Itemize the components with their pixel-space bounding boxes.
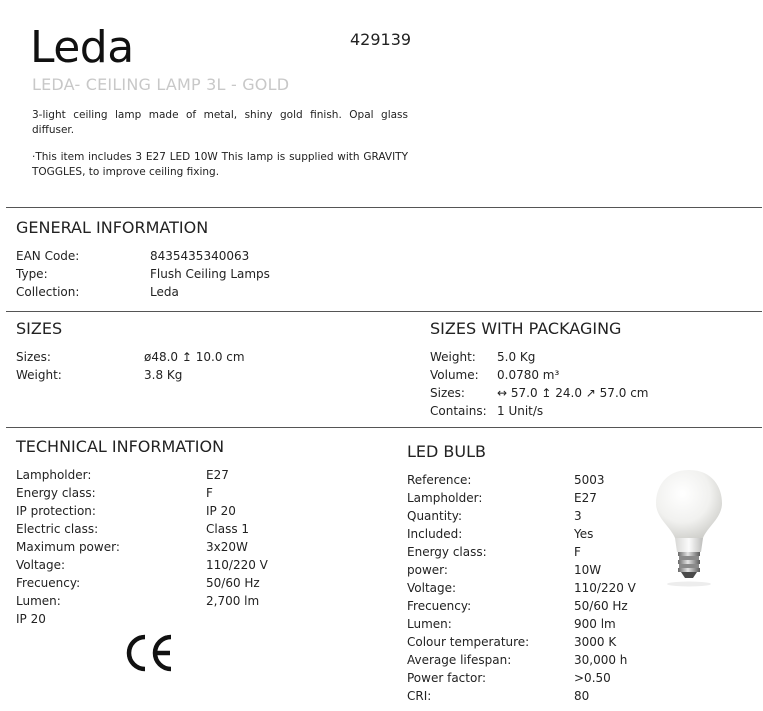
label: EAN Code: bbox=[16, 249, 80, 263]
table-row bbox=[16, 574, 386, 592]
value: 0.0780 m³ bbox=[497, 368, 560, 382]
label: Lampholder: bbox=[407, 491, 483, 505]
table-row bbox=[16, 265, 346, 283]
label: Lampholder: bbox=[16, 468, 92, 482]
value: 110/220 V bbox=[206, 558, 268, 572]
label: power: bbox=[407, 563, 448, 577]
label: Electric class: bbox=[16, 522, 99, 536]
label: Energy class: bbox=[407, 545, 487, 559]
divider-sizes bbox=[6, 311, 762, 312]
value: 5.0 Kg bbox=[497, 350, 536, 364]
table-row bbox=[430, 384, 750, 402]
value: Yes bbox=[574, 527, 594, 541]
table-row bbox=[407, 615, 657, 633]
value: 3000 K bbox=[574, 635, 617, 649]
label: Frecuency: bbox=[16, 576, 81, 590]
label: Power factor: bbox=[407, 671, 487, 685]
technical-table bbox=[16, 466, 386, 628]
product-subtitle: LEDA- CEILING LAMP 3L - GOLD bbox=[32, 75, 290, 94]
table-row bbox=[16, 247, 346, 265]
value: 1 Unit/s bbox=[497, 404, 544, 418]
value: 30,000 h bbox=[574, 653, 628, 667]
value: IP 20 bbox=[206, 504, 236, 518]
value: 50/60 Hz bbox=[574, 599, 628, 613]
divider-technical bbox=[6, 427, 762, 428]
technical-heading: TECHNICAL INFORMATION bbox=[16, 437, 225, 456]
label: Reference: bbox=[407, 473, 472, 487]
table-row bbox=[430, 402, 750, 420]
label: CRI: bbox=[407, 689, 432, 703]
table-row bbox=[16, 592, 386, 610]
label: Contains: bbox=[430, 404, 487, 418]
value: 80 bbox=[574, 689, 590, 703]
label: Voltage: bbox=[407, 581, 457, 595]
table-row bbox=[407, 561, 657, 579]
table-row bbox=[407, 543, 657, 561]
table-row bbox=[16, 538, 386, 556]
bulb-heading: LED BULB bbox=[407, 442, 487, 461]
label: Average lifespan: bbox=[407, 653, 512, 667]
table-row bbox=[16, 348, 396, 366]
value: 2,700 lm bbox=[206, 594, 260, 608]
table-row bbox=[407, 597, 657, 615]
value: 110/220 V bbox=[574, 581, 636, 595]
label: Energy class: bbox=[16, 486, 96, 500]
label: Weight: bbox=[430, 350, 476, 364]
label: Quantity: bbox=[407, 509, 463, 523]
table-row bbox=[16, 502, 386, 520]
bulb-table bbox=[407, 471, 657, 705]
product-note: ·This item includes 3 E27 LED 10W This lamp is supplied with GRAVITY TOGGLES, to improve ceiling fixing. bbox=[32, 151, 408, 178]
value: >0.50 bbox=[574, 671, 611, 685]
label: Lumen: bbox=[16, 594, 61, 608]
table-row bbox=[16, 520, 386, 538]
packaging-heading: SIZES WITH PACKAGING bbox=[430, 319, 622, 338]
value: 3 bbox=[574, 509, 582, 523]
table-row bbox=[16, 610, 386, 628]
value: E27 bbox=[574, 491, 597, 505]
value: Flush Ceiling Lamps bbox=[150, 267, 270, 281]
table-row bbox=[16, 366, 396, 384]
sizes-heading: SIZES bbox=[16, 319, 63, 338]
label: IP 20 bbox=[16, 612, 46, 626]
value: 3x20W bbox=[206, 540, 248, 554]
value: ↔ 57.0 ↥ 24.0 ↗ 57.0 cm bbox=[497, 386, 649, 400]
value: 50/60 Hz bbox=[206, 576, 260, 590]
sizes-table bbox=[16, 348, 396, 384]
product-reference: 429139 bbox=[350, 30, 412, 49]
label: Weight: bbox=[16, 368, 62, 382]
table-row bbox=[407, 579, 657, 597]
value: 8435435340063 bbox=[150, 249, 250, 263]
label: Collection: bbox=[16, 285, 80, 299]
table-row bbox=[407, 489, 657, 507]
product-title: Leda bbox=[30, 22, 134, 73]
label: Colour temperature: bbox=[407, 635, 530, 649]
label: Type: bbox=[16, 267, 48, 281]
table-row bbox=[407, 669, 657, 687]
label: Frecuency: bbox=[407, 599, 472, 613]
table-row bbox=[407, 525, 657, 543]
value: Class 1 bbox=[206, 522, 250, 536]
ce-mark-icon bbox=[124, 633, 176, 673]
value: F bbox=[574, 545, 581, 559]
value: 900 lm bbox=[574, 617, 616, 631]
label: Sizes: bbox=[430, 386, 465, 400]
divider-general bbox=[6, 207, 762, 208]
table-row bbox=[430, 348, 750, 366]
value: F bbox=[206, 486, 213, 500]
table-row bbox=[407, 651, 657, 669]
table-row bbox=[407, 471, 657, 489]
table-row bbox=[407, 633, 657, 651]
product-description: 3-light ceiling lamp made of metal, shiny gold finish. Opal glass diffuser. bbox=[32, 109, 408, 136]
label: Volume: bbox=[430, 368, 479, 382]
table-row bbox=[16, 466, 386, 484]
label: Sizes: bbox=[16, 350, 51, 364]
table-row bbox=[407, 687, 657, 705]
label: Included: bbox=[407, 527, 463, 541]
value: 5003 bbox=[574, 473, 605, 487]
value: E27 bbox=[206, 468, 229, 482]
value: 10W bbox=[574, 563, 602, 577]
label: Lumen: bbox=[407, 617, 452, 631]
value: ø48.0 ↥ 10.0 cm bbox=[144, 350, 245, 364]
value: 3.8 Kg bbox=[144, 368, 183, 382]
general-table bbox=[16, 247, 346, 301]
label: IP protection: bbox=[16, 504, 96, 518]
general-heading: GENERAL INFORMATION bbox=[16, 218, 209, 237]
label: Maximum power: bbox=[16, 540, 120, 554]
table-row bbox=[16, 283, 346, 301]
value: Leda bbox=[150, 285, 179, 299]
packaging-table bbox=[430, 348, 750, 420]
led-bulb-icon bbox=[650, 466, 728, 588]
table-row bbox=[407, 507, 657, 525]
table-row bbox=[430, 366, 750, 384]
table-row bbox=[16, 556, 386, 574]
table-row bbox=[16, 484, 386, 502]
label: Voltage: bbox=[16, 558, 66, 572]
